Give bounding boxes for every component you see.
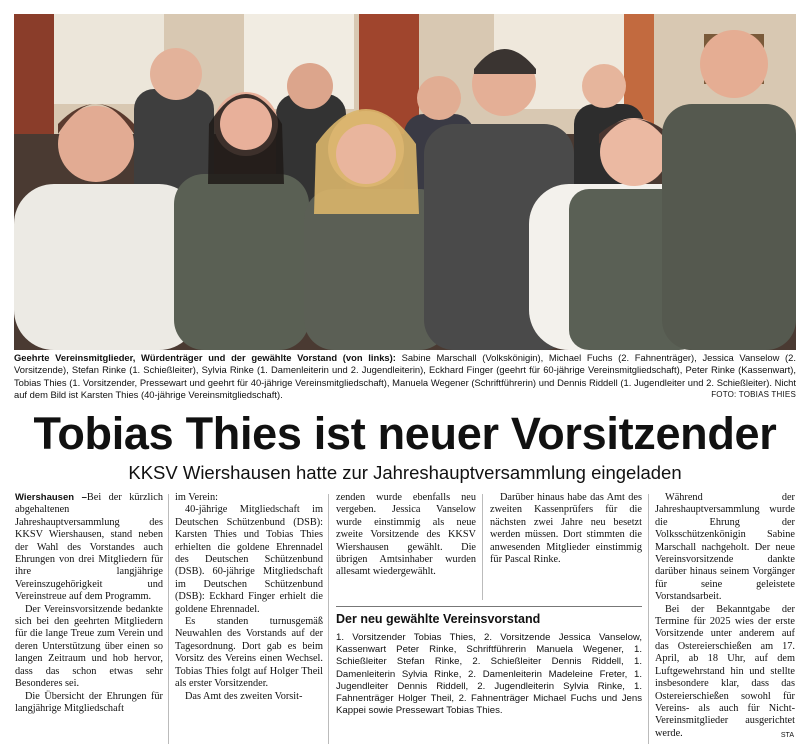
- photo-credit: FOTO: TOBIAS THIES: [711, 390, 796, 400]
- article-column-5: [655, 492, 795, 740]
- dateline: Wiershausen –: [15, 492, 87, 503]
- column-divider: [328, 494, 329, 744]
- paragraph: Bei der Bekanntgabe der Termine für 2025 wies der erste Vorsitzende unter anderem auf das Ostereierschießen am 17. April, ab 18 Uhr, auf dem Luftgewehrstand hin und stellte insbesondere klar, dass das Ostereierschießen sowohl für Vereins- als auch für Nicht-Vereinsmitglieder ausgerichtet werde.: [655, 603, 795, 739]
- paragraph: Während der Jahreshauptversammlung wurde die Ehrung der Volksschützenkönigin Sabine Marschall nachgeholt. Der neue Vereinsvorsitzende dankte darüber hinaus seinem Vorgänger für seine geleistete Vorstandsarbeit.: [655, 492, 795, 603]
- group-photo: [14, 14, 796, 350]
- article-column-4: [490, 492, 642, 566]
- paragraph: zenden wurde ebenfalls neu vergeben. Jessica Vanselow wurde einstimmig als neue zweite Vorsitzende des KKSV Wiershausen gewählt. Die übrigen Amtsinhaber wurden allesamt wiedergewählt.: [336, 492, 476, 578]
- paragraph: 40-jährige Mitgliedschaft im Deutschen Schützenbund (DSB): Karsten Thies und Tobias Thies erhielten die goldene Ehrennadel des Deutschen Schützenbund (DSB). 60-jährige Mitgliedschaft im Deutschen Schützenbund (DSB): Eckhard Finger erhielt die goldene Ehrennadel.: [175, 504, 323, 615]
- box-text: 1. Vorsitzender Tobias Thies, 2. Vorsitzende Jessica Vanselow, Kassenwart Peter Rinke, Schriftführerin Manuela Wegener, 1. Schießleiter Stefan Rinke, 2. Schießleiter Dennis Riddell, 1. Damenleiterin Sylvia Rinke, 2. Damenleiterin Madeleine Freter, 1. Jugendleiter Dennis Riddell, 2. Jugendleiterin Sylvia Rinke, 1. Fahnenträger Holger Theil, 2. Fahnenträger Michael Fuchs und Jens Kappei sowie Pressewart Tobias Thies.: [336, 632, 642, 717]
- box-rule: [336, 606, 642, 607]
- paragraph: Die Übersicht der Ehrungen für langjährige Mitgliedschaft: [15, 690, 163, 714]
- paragraph: Der Vereinsvorsitzende bedankte sich bei den geehrten Mitgliedern für die lange Treue zum Verein und deren Unterstützung über einen so langen Zeitraum und hob hervor, dass das schon etwas sehr Besonderes sei.: [15, 603, 163, 690]
- column-divider: [168, 494, 169, 744]
- caption-lead: Geehrte Vereinsmitglieder, Würdenträger und der gewählte Vorstand (von links):: [14, 352, 396, 363]
- box-title: Der neu gewählte Vereinsvorstand: [336, 612, 541, 626]
- photo-caption: [14, 352, 796, 402]
- paragraph: Das Amt des zweiten Vorsit-: [185, 690, 303, 702]
- group-photo-icon: [14, 14, 796, 350]
- caption-text: Sabine Marschall (Volkskönigin), Michael Fuchs (2. Fahnenträger), Jessica Vanselow (2. Vorsitzende), Stefan Rinke (1. Schießleiter), Sylvia Rinke (1. Damenleiterin und 2. Jugendleiterin), Eckhard Finger (geehrt für 60-jährige Vereinsmitgliedschaft), Peter Rinke (Kassenwart), Tobias Thies (1. Vorsitzender, Pressewart und geehrt für 40-jährige Vereinsmitgliedschaft), Manuela Wegener (Schriftführerin) und Dennis Riddell (1. Jugendleiter und 2. Schießleiter). Nicht auf dem Bild ist Karsten Thies (40-jährige Vereinsmitgliedschaft).: [14, 352, 796, 401]
- subheadline: KKSV Wiershausen hatte zur Jahreshauptversammlung eingeladen: [128, 462, 682, 483]
- paragraph: Bei der kürzlich abgehaltenen Jahreshauptversammlung des KKSV Wiershausen, stand neben der Wahl des Vorstandes auch Ehrungen von drei Mitgliedern für ihre langjährige Vereinszugehörigkeit und Vereinstreue auf dem Programm.: [15, 492, 163, 603]
- author-tag: STA: [780, 732, 794, 739]
- paragraph: Es standen turnusgemäß Neuwahlen des Vorstands auf der Tagesordnung. Dort gab es beim Vorsitz des Vereins einen Wechsel. Tobias Thies folgt auf Holger Theil als erster Vorsitzender.: [175, 616, 323, 690]
- column-divider: [482, 494, 483, 600]
- column-divider: [648, 494, 649, 744]
- article-column-1: [15, 492, 163, 715]
- article-column-3: [336, 492, 476, 579]
- paragraph: im Verein:: [175, 492, 218, 503]
- article-column-2: [175, 492, 323, 703]
- paragraph: Darüber hinaus habe das Amt des zweiten Kassenprüfers für die nächsten zwei Jahre neu besetzt werden müssen. Dort stimmten die anwesenden Mitglieder einstimmig für Pascal Rinke.: [490, 492, 642, 566]
- headline: Tobias Thies ist neuer Vorsitzender: [33, 408, 777, 459]
